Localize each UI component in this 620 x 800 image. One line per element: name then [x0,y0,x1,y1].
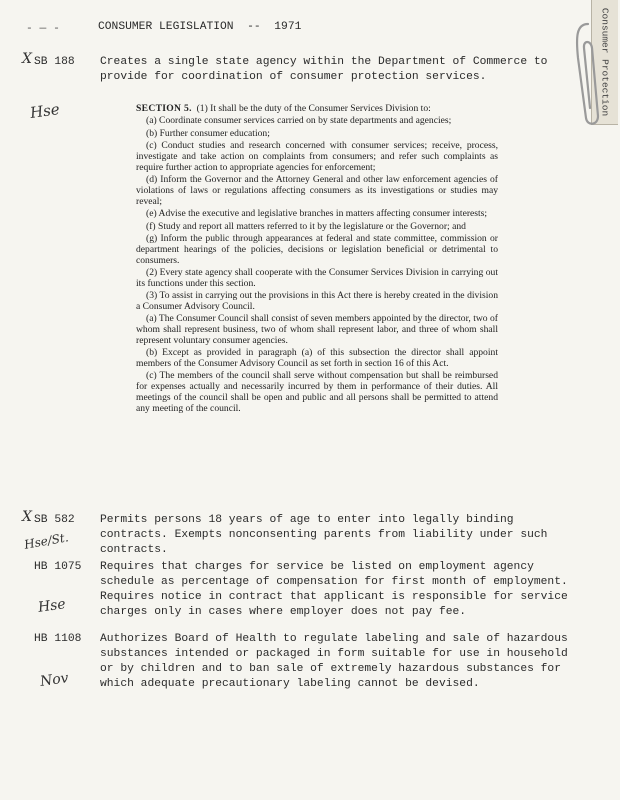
header-marks: - — - [26,23,60,35]
bill-1-description: Creates a single state agency within the Department of Commerce to provide for coordination of consumer protection services. [100,56,548,83]
section-5-para: (3) To assist in carrying out the provisions in this Act there is hereby created in the division a Consumer Advisory Council. [136,290,498,312]
section-5-para: (f) Study and report all matters referred to it by the legislature or the Governor; and [146,220,466,232]
bill-1-margin-note: Hse [28,100,61,122]
section-5-para: (b) Except as provided in paragraph (a) of this subsection the director shall appoint members of the Consumer Advisory Council as set forth in section 16 of this Act. [136,347,498,370]
bill-2-mark: X [22,509,32,525]
bill-2-description: Permits persons 18 years of age to enter into legally binding contracts. Exempts nonconsenting parents from liability under such contracts. [100,514,548,556]
bill-3-description: Requires that charges for service be listed on employment agency schedule as percentage of compensation for first month of employment. Requires notice in contract that applicant is responsible for service charges only in cases where employer does not pay fee. [100,561,568,618]
page-title: CONSUMER LEGISLATION -- 1971 [98,21,302,33]
bill-1-mark: X [22,51,32,67]
section-5-para: (d) Inform the Governor and the Attorney General and other law enforcement agencies of violations of laws or regulations affecting consumers as its investigations or studies may reveal; [136,174,498,207]
section-heading: SECTION 5. [136,103,192,114]
bill-2-margin-note: Hse/St. [23,530,70,552]
section-5-para: (c) Conduct studies and research concerned with consumer services; receive, process, investigate and take action on complaints from consumers; and refer such complaints as require further action to appropriate agencies for enforcement; [136,140,498,173]
section-5-para: (b) Further consumer education; [146,127,270,139]
bill-4-description: Authorizes Board of Health to regulate labeling and sale of hazardous substances intended or packaged in form suitable for use in household or by children and to ban sale of extremely hazardous substances for which adequate precautionary labeling cannot be devised. [100,633,568,690]
paper-clip-icon [568,18,608,128]
bill-3-id: HB 1075 [34,561,82,573]
section-5-para: (2) Every state agency shall cooperate with the Consumer Services Division in carrying out its functions under this section. [136,266,498,289]
bill-4-id: HB 1108 [34,633,82,645]
section-5-para: (e) Advise the executive and legislative branches in matters affecting consumer interests; [146,208,488,220]
section-5-para: (c) The members of the council shall serve without compensation but shall be reimbursed for expenses actually and necessarily incurred by them in performance of their duties. All meetings of the council shall be open and public and all persons shall be permitted to attend any meeting of the council. [136,370,498,414]
section-5-para: (g) Inform the public through appearances at federal and state committee, commission or department hearings of the policies, decisions or legislation beneficial or detrimental to consumers. [136,232,498,266]
section-5-para: (a) Coordinate consumer services carried on by state departments and agencies; [146,115,452,127]
side-tab-label: Consumer Protection [599,7,611,117]
section-5-para: (a) The Consumer Council shall consist of seven members appointed by the director, two of whom shall represent business, two of whom shall represent labor, and three of whom shall represent voluntary consumer agencies. [136,313,498,346]
section-5-text [136,104,498,416]
bill-1-id: SB 188 [34,56,75,68]
bill-3-margin-note: Hse [37,596,67,616]
bill-4-margin-note: Nov [39,670,70,690]
bill-2-id: SB 582 [34,514,75,526]
section-5-para-1: SECTION 5. (1) It shall be the duty of the Consumer Services Division to: [136,103,431,114]
